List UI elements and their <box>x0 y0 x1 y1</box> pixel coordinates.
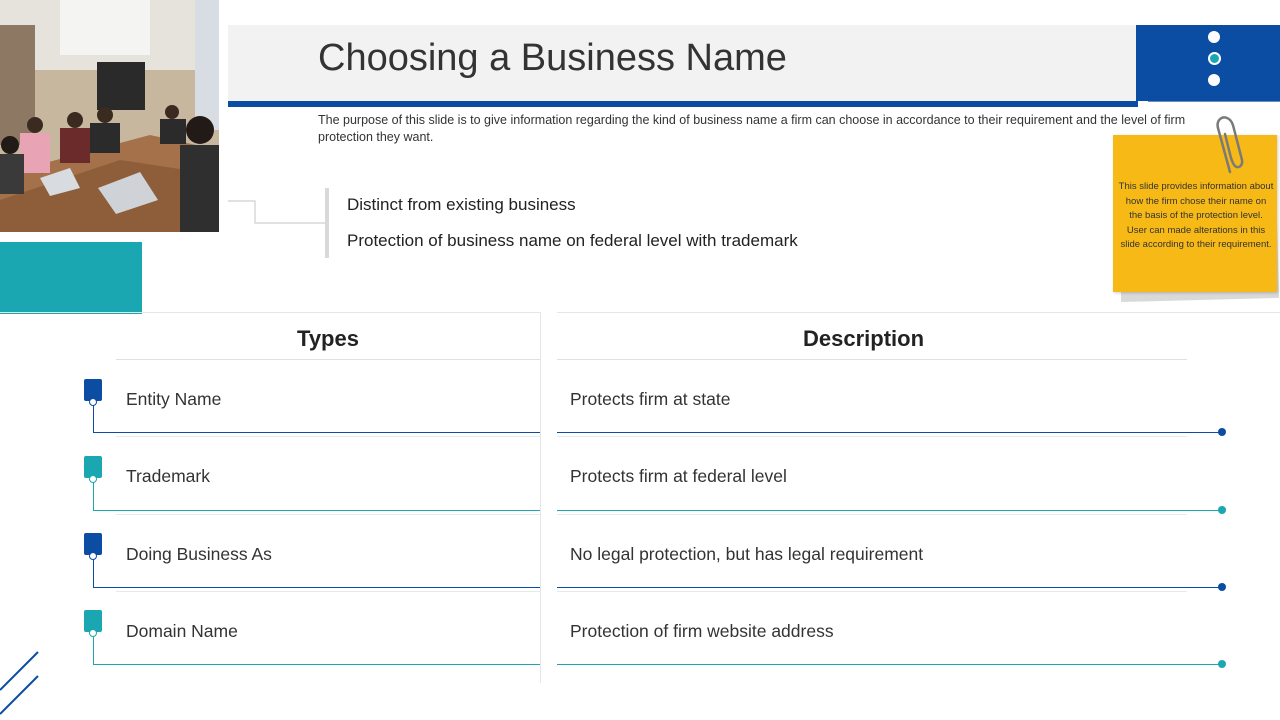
row-underline <box>93 432 540 433</box>
type-domain-name: Domain Name <box>126 621 238 641</box>
types-panel <box>0 312 541 683</box>
type-doing-business-as: Doing Business As <box>126 544 272 564</box>
row-end-dot <box>1218 506 1226 514</box>
purpose-text: The purpose of this slide is to give information regarding the kind of business name a firm can choose in accordance to their requirement and the level of firm protection they want. <box>318 113 1186 144</box>
types-header: Types <box>297 326 359 351</box>
row-end-dot <box>1218 660 1226 668</box>
description-panel-top-rule <box>557 312 1280 313</box>
meeting-photo <box>0 0 219 232</box>
row-underline <box>93 510 540 511</box>
row-separator <box>557 514 1187 515</box>
description-doing-business-as: No legal protection, but has legal requirement <box>570 544 924 564</box>
description-underline <box>557 510 1221 511</box>
description-header: Description <box>802 326 925 351</box>
row-separator <box>116 436 540 437</box>
teal-accent-block <box>0 242 142 314</box>
row-underline <box>93 664 540 665</box>
corner-dot <box>1208 74 1220 86</box>
diagonal-stripes <box>0 640 60 720</box>
corner-dot-active <box>1208 52 1221 65</box>
paperclip-icon <box>1208 114 1248 176</box>
bullet-connector <box>228 200 328 224</box>
title-underline <box>228 101 1138 107</box>
description-underline <box>557 587 1221 588</box>
page-title: Choosing a Business Name <box>318 37 787 79</box>
bullet-item: Protection of business name on federal level with trademark <box>347 231 798 250</box>
row-end-dot <box>1218 428 1226 436</box>
row-underline <box>93 587 540 588</box>
type-entity-name: Entity Name <box>126 389 222 409</box>
description-domain-name: Protection of firm website address <box>570 621 834 641</box>
description-header-rule <box>557 359 1187 360</box>
corner-dot <box>1208 31 1220 43</box>
row-connector <box>93 559 94 587</box>
row-connector <box>93 405 94 432</box>
row-connector <box>93 482 94 510</box>
row-end-dot <box>1218 583 1226 591</box>
bullet-item: Distinct from existing business <box>347 195 576 214</box>
type-trademark: Trademark <box>126 466 210 486</box>
row-connector <box>93 636 94 664</box>
description-underline <box>557 664 1221 665</box>
sticky-note-text: This slide provides information about how the firm chose their name on the basis of the protection level. User can made alterations in this slide according to their requirement. <box>1118 181 1274 250</box>
description-entity-name: Protects firm at state <box>570 389 731 409</box>
description-trademark: Protects firm at federal level <box>570 466 787 486</box>
row-separator <box>557 436 1187 437</box>
bullet-bar <box>325 188 329 258</box>
row-separator <box>557 591 1187 592</box>
corner-stripes <box>1148 91 1280 107</box>
row-separator <box>116 591 540 592</box>
types-header-rule <box>116 359 540 360</box>
row-separator <box>116 514 540 515</box>
description-underline <box>557 432 1221 433</box>
